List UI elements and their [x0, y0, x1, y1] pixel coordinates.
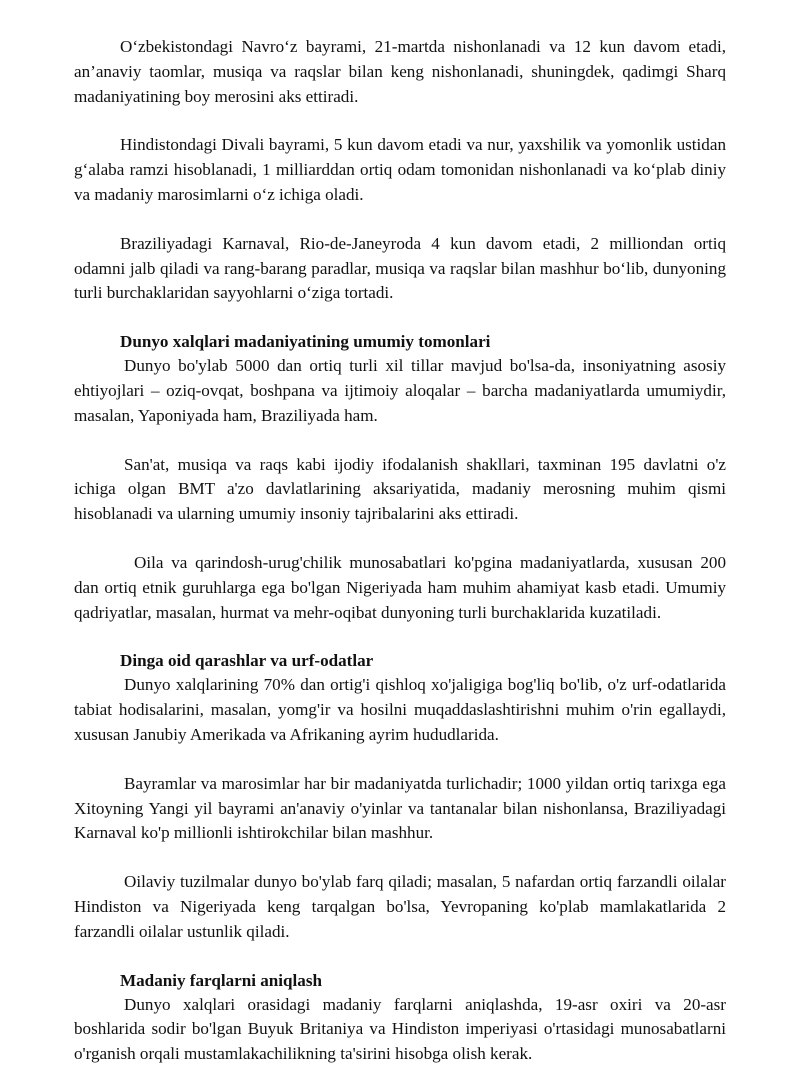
- paragraph-navroz: O‘zbekistondagi Navro‘z bayrami, 21-martda nishonlanadi va 12 kun davom etadi, an’anaviy taomlar, musiqa va raqslar bilan keng nishonlanadi, shuningdek, qadimgi Sharq madaniyatining boy merosini aks ettiradi.: [74, 37, 726, 106]
- section-heading-differences: Madaniy farqlarni aniqlash: [120, 970, 323, 990]
- paragraph-divali: Hindistondagi Divali bayrami, 5 kun davom etadi va nur, yaxshilik va yomonlik ustidan g‘alaba ramzi hisoblanadi, 1 milliarddan ortiq odam tomonidan nishonlanadi va ko‘plab diniy va madaniy marosimlarni o‘z ichiga oladi.: [74, 135, 726, 204]
- section-heading-common-aspects: Dunyo xalqlari madaniyatining umumiy tomonlari: [120, 332, 491, 352]
- paragraph-family-structures: Oilaviy tuzilmalar dunyo bo'ylab farq qiladi; masalan, 5 nafardan ortiq farzandli oilalar Hindiston va Nigeriyada keng tarqalgan bo'lsa, Yevropaning ko'plab mamlakatlarida 2 farzandli oilalar ustunlik qiladi.: [74, 872, 726, 941]
- paragraph-holidays: Bayramlar va marosimlar har bir madaniyatda turlichadir; 1000 yildan ortiq tarixga ega Xitoyning Yangi yil bayrami an'anaviy o'yinlar va tantanalar bilan nishonlansa, Braziliyadagi Karnaval ko'p millionli ishtirokchilar bilan mashhur.: [74, 773, 726, 843]
- paragraph-arts: San'at, musiqa va raqs kabi ijodiy ifodalanish shakllari, taxminan 195 davlatni o'z ichiga olgan BMT a'zo davlatlarining aksariyatida, madaniy merosning muhim qismi hisoblanadi va ularning umumiy insoniy tajribalarini aks ettiradi.: [74, 454, 726, 524]
- paragraph-agriculture: Dunyo xalqlarining 70% dan ortig'i qishloq xo'jaligiga bog'liq bo'lib, o'z urf-odatlarida tabiat hodisalarini, masalan, yomg'ir va hosilni muqaddaslashtirishni muhim o'rin egallaydi, xususan Janubiy Amerikada va Afrikaning ayrim hududlarida.: [74, 675, 726, 744]
- document-page: [74, 35, 726, 1067]
- section-heading-religion: Dinga oid qarashlar va urf-odatlar: [120, 651, 374, 671]
- paragraph-colonialism: Dunyo xalqlari orasidagi madaniy farqlarni aniqlashda, 19-asr oxiri va 20-asr boshlarida sodir bo'lgan Buyuk Britaniya va Hindiston imperiyasi o'rtasidagi munosabatlarni o'rganish orqali mustamlakachilikning ta'sirini hisobga olish kerak.: [74, 994, 726, 1064]
- paragraph-karnaval: Braziliyadagi Karnaval, Rio-de-Janeyroda 4 kun davom etadi, 2 milliondan ortiq odamni jalb qiladi va rang-barang paradlar, musiqa va raqslar bilan mashhur bo‘lib, dunyoning turli burchaklaridan sayyohlarni o‘ziga tortadi.: [74, 233, 726, 303]
- paragraph-languages: Dunyo bo'ylab 5000 dan ortiq turli xil tillar mavjud bo'lsa-da, insoniyatning asosiy ehtiyojlari – oziq-ovqat, boshpana va ijtimoiy aloqalar – barcha madaniyatlarda umumiydir, masalan, Yaponiyada ham, Braziliyada ham.: [74, 356, 726, 425]
- paragraph-family: Oila va qarindosh-urug'chilik munosabatlari ko'pgina madaniyatlarda, xususan 200 dan ortiq etnik guruhlarga ega bo'lgan Nigeriyada ham muhim ahamiyat kasb etadi. Umumiy qadriyatlar, masalan, hurmat va mehr-oqibat dunyoning turli burchaklarida kuzatiladi.: [74, 552, 726, 622]
